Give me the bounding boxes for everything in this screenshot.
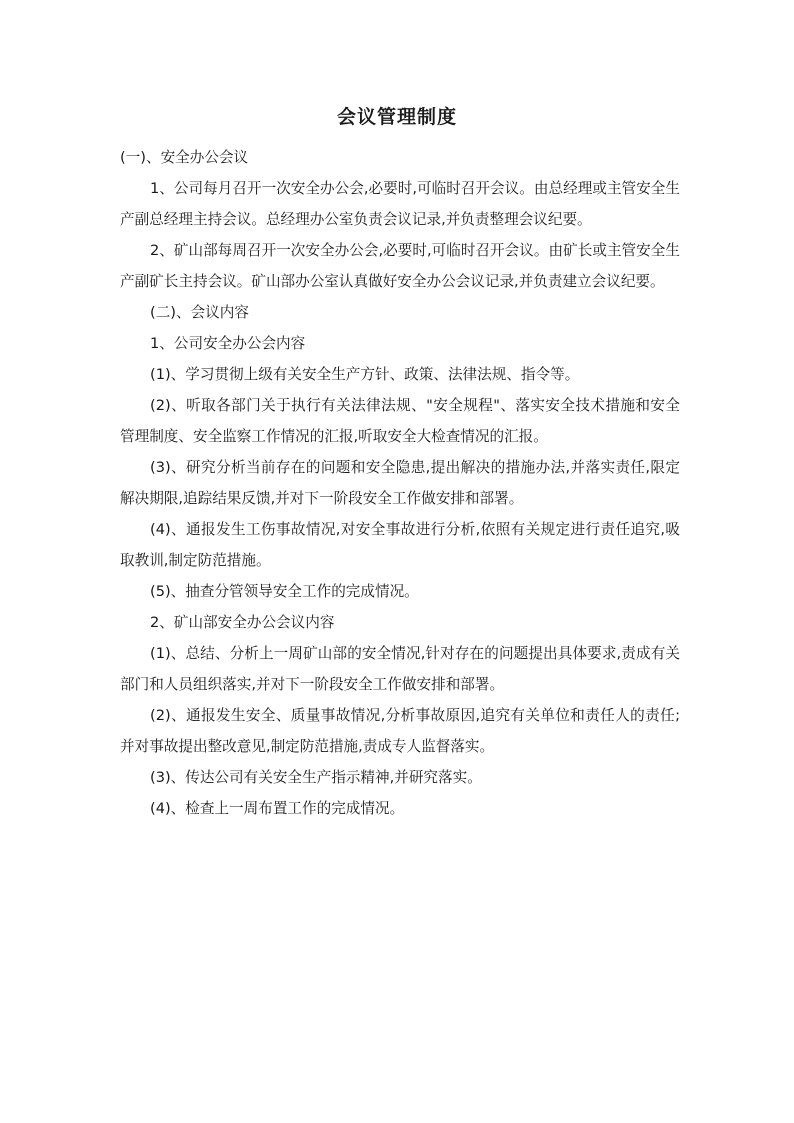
list-item: (3)、传达公司有关安全生产指示精神,并研究落实。 [150,769,482,786]
document-title: 会议管理制度 [336,106,457,128]
subsection-heading: 1、公司安全办公会内容 [150,335,306,352]
section-heading-2: (二)、会议内容 [150,304,249,321]
list-item: (5)、抽查分管领导安全工作的完成情况。 [150,583,419,600]
paragraph: 2、矿山部每周召开一次安全办公会,必要时,可临时召开会议。由矿长或主管安全生产副矿长主持会议。矿山部办公室认真做好安全办公会议记录,并负责建立会议纪要。 [120,242,680,290]
list-item: (1)、学习贯彻上级有关安全生产方针、政策、法律法规、指令等。 [150,366,580,383]
list-item: (4)、通报发生工伤事故情况,对安全事故进行分析,依照有关规定进行责任追究,吸取教训,制定防范措施。 [120,521,680,569]
list-item: (1)、总结、分析上一周矿山部的安全情况,针对存在的问题提出具体要求,责成有关部门和人员组织落实,并对下一阶段安全工作做安排和部署。 [120,645,680,693]
subsection-heading: 2、矿山部安全办公会议内容 [150,614,335,631]
list-item: (3)、研究分析当前存在的问题和安全隐患,提出解决的措施办法,并落实责任,限定解决期限,追踪结果反馈,并对下一阶段安全工作做安排和部署。 [120,459,680,507]
document-body [120,142,680,824]
list-item: (2)、通报发生安全、质量事故情况,分析事故原因,追究有关单位和责任人的责任;并对事故提出整改意见,制定防范措施,责成专人监督落实。 [120,707,680,755]
list-item: (4)、检查上一周布置工作的完成情况。 [150,800,405,817]
paragraph: 1、公司每月召开一次安全办公会,必要时,可临时召开会议。由总经理或主管安全生产副总经理主持会议。总经理办公室负责会议记录,并负责整理会议纪要。 [120,180,680,228]
list-item: (2)、听取各部门关于执行有关法律法规、"安全规程"、落实安全技术措施和安全管理制度、安全监察工作情况的汇报,听取安全大检查情况的汇报。 [120,397,680,445]
section-heading-1: (一)、安全办公会议 [120,149,249,166]
